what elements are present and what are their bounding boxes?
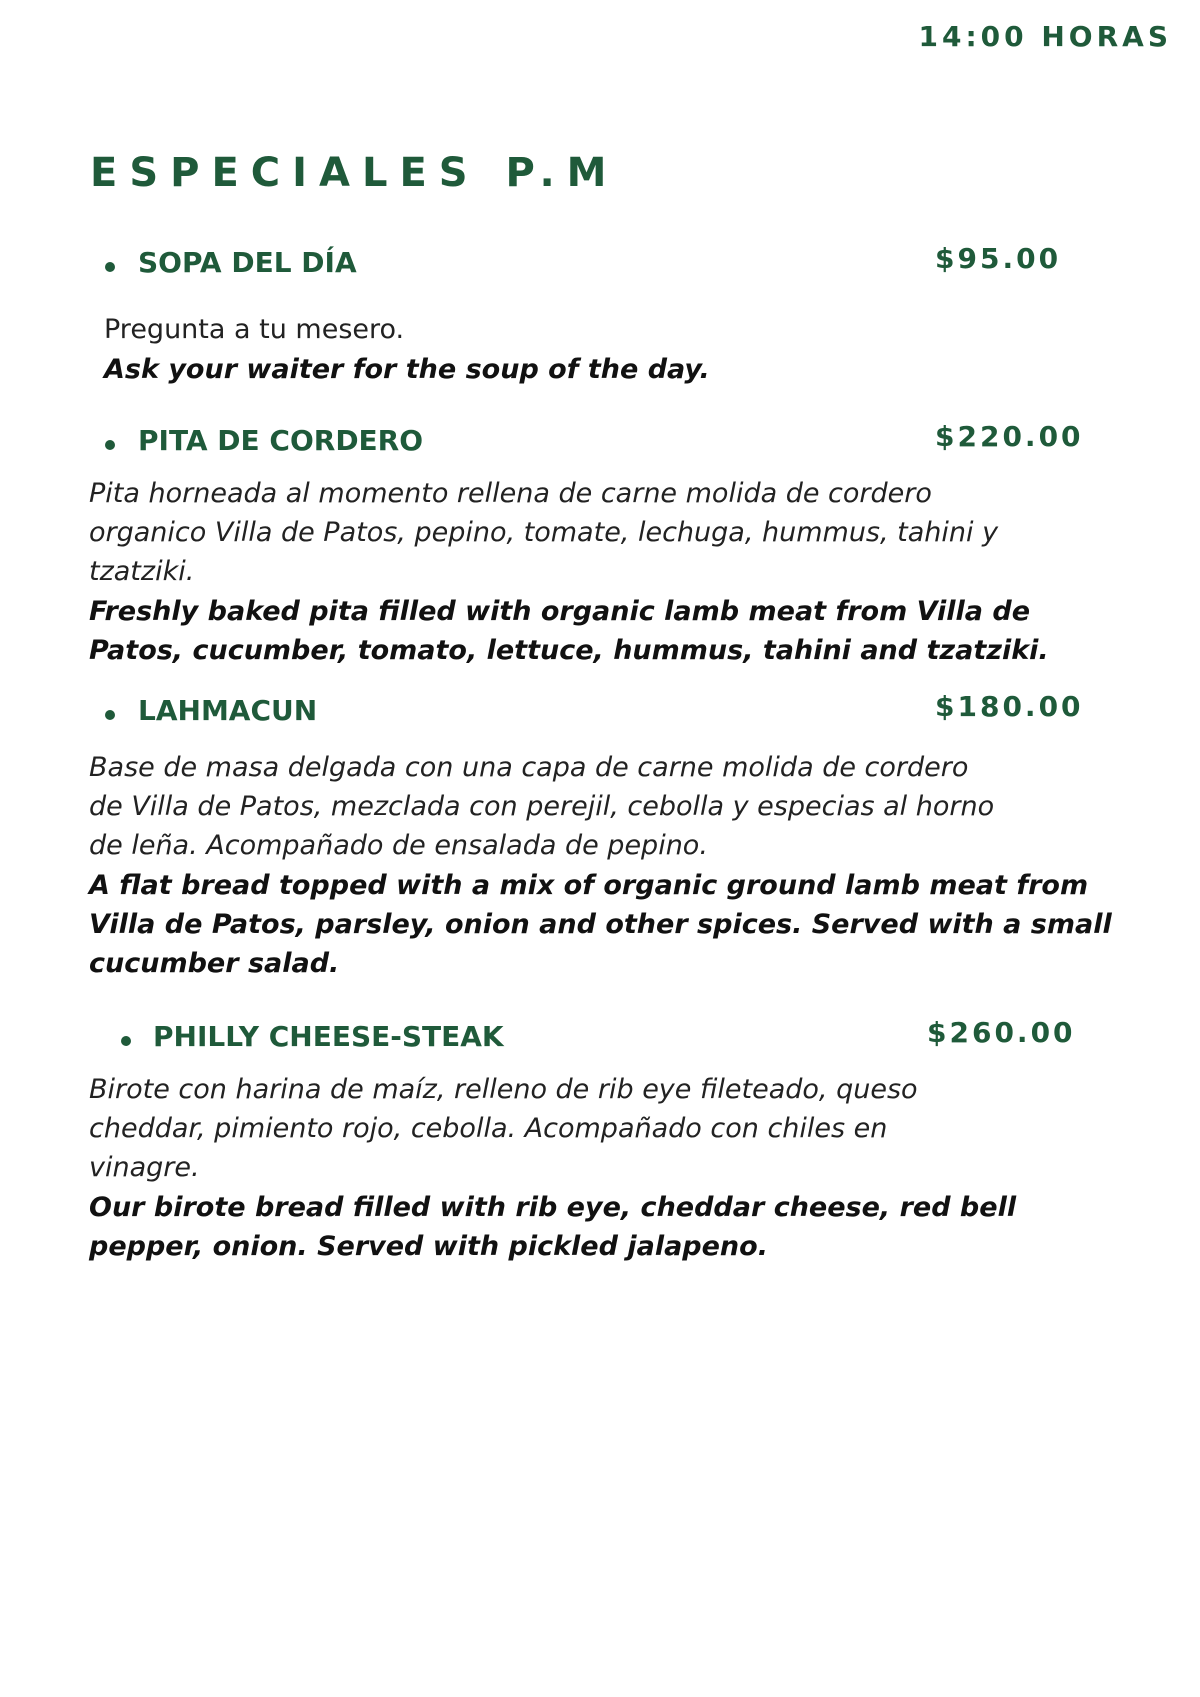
item-description-es [89, 1070, 918, 1187]
item-description-en [89, 592, 1049, 670]
description-line: vinagre. [89, 1152, 200, 1183]
description-line: Ask your waiter for the soup of the day. [104, 354, 710, 385]
description-line: pepper, onion. Served with pickled jalapeno. [89, 1231, 768, 1262]
description-line: tzatziki. [89, 556, 195, 587]
item-price: $95.00 [935, 242, 1062, 275]
item-price: $260.00 [927, 1016, 1076, 1049]
item-price: $180.00 [935, 690, 1084, 723]
description-line: cucumber salad. [89, 948, 340, 979]
description-line: Pita horneada al momento rellena de carne molida de cordero [89, 478, 932, 509]
menu-item-sopa-del-dia [0, 242, 1200, 286]
bullet-icon [105, 262, 115, 272]
item-description-es [89, 474, 998, 591]
item-description-en [89, 866, 1112, 983]
description-line: Pregunta a tu mesero. [104, 314, 405, 345]
bullet-icon [105, 440, 115, 450]
item-name: PITA DE CORDERO [138, 424, 424, 457]
description-line: Patos, cucumber, tomato, lettuce, hummus, tahini and tzatziki. [89, 635, 1049, 666]
description-line: Birote con harina de maíz, relleno de rib eye fileteado, queso [89, 1074, 918, 1105]
menu-item-philly-cheese-steak [0, 1016, 1200, 1060]
page-title: ESPECIALES P.M [90, 150, 619, 196]
description-line: Villa de Patos, parsley, onion and other spices. Served with a small [89, 909, 1112, 940]
description-line: Base de masa delgada con una capa de carne molida de cordero [89, 752, 969, 783]
menu-item-lahmacun [0, 690, 1200, 734]
item-name: LAHMACUN [138, 694, 318, 727]
description-line: de Villa de Patos, mezclada con perejil, cebolla y especias al horno [89, 791, 995, 822]
description-line: A flat bread topped with a mix of organic ground lamb meat from [89, 870, 1089, 901]
description-line: Our birote bread filled with rib eye, cheddar cheese, red bell [89, 1192, 1017, 1223]
bullet-icon [105, 710, 115, 720]
bullet-icon [121, 1036, 131, 1046]
item-description-es [89, 748, 994, 865]
menu-item-pita-de-cordero [0, 420, 1200, 464]
item-description-es [104, 310, 404, 349]
description-line: de leña. Acompañado de ensalada de pepino. [89, 830, 708, 861]
service-time: 14:00 HORAS [918, 20, 1172, 53]
item-name: PHILLY CHEESE-STEAK [153, 1020, 504, 1053]
item-description-en [89, 1188, 1016, 1266]
description-line: Freshly baked pita filled with organic lamb meat from Villa de [89, 596, 1031, 627]
description-line: cheddar, pimiento rojo, cebolla. Acompañado con chiles en [89, 1113, 888, 1144]
description-line: organico Villa de Patos, pepino, tomate, lechuga, hummus, tahini y [89, 517, 999, 548]
item-name: SOPA DEL DÍA [138, 246, 357, 279]
item-description-en [104, 350, 710, 389]
item-price: $220.00 [935, 420, 1084, 453]
